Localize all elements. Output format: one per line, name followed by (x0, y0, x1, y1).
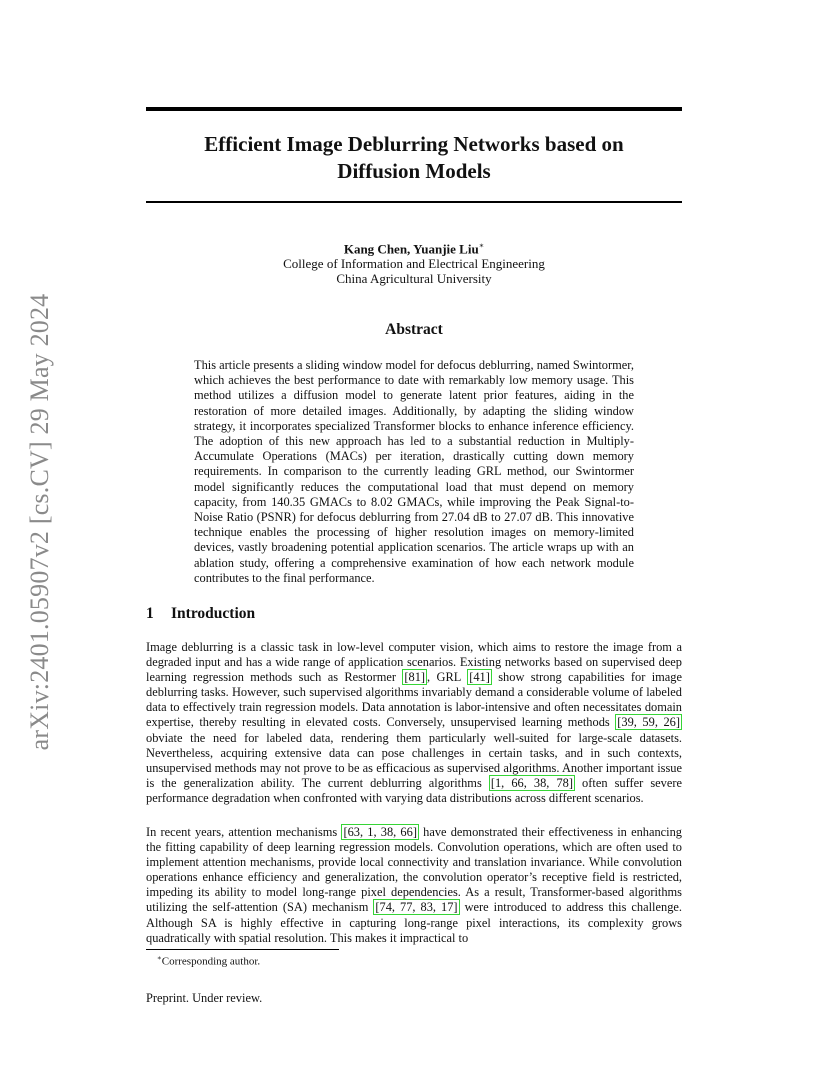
citation-link[interactable]: [39, 59, 26] (617, 715, 680, 730)
title-line-1: Efficient Image Deblurring Networks based on (204, 132, 624, 156)
footnote-text: Corresponding author. (161, 955, 261, 968)
author-block (146, 238, 682, 286)
author-names: Kang Chen, Yuanjie Liu (343, 241, 479, 257)
preprint-note: Preprint. Under review. (146, 991, 263, 1005)
citation-link[interactable]: [1, 66, 38, 78] (490, 775, 573, 790)
intro-paragraph-1 (146, 640, 682, 806)
citation-link[interactable]: [81] (404, 670, 426, 685)
abstract-heading: Abstract (385, 321, 443, 338)
affiliation-line-1: College of Information and Electrical Engineering (283, 256, 545, 272)
intro-paragraph-2 (146, 825, 682, 946)
section-heading (146, 605, 255, 623)
footnote-mark: ∗ (157, 954, 162, 962)
paragraph-text: , GRL (427, 670, 468, 685)
citation-link[interactable]: [41] (469, 670, 490, 685)
paragraph-text: obviate the need for labeled data, rendering them particularly well-suited for large-scale datasets. Nevertheless, acquiring extensive data can pose challenges in certain tasks, and in such contexts, unsupervised methods may not prove to be as efficacious as supervised algorithms. Another important issue is the generalization ability. The current deblurring algorithms (146, 730, 682, 790)
citation-link[interactable]: [63, 1, 38, 66] (343, 825, 417, 839)
title-line-2: Diffusion Models (337, 159, 491, 183)
title-bottom-rule (146, 201, 682, 203)
section-title: Introduction (171, 605, 256, 622)
section-number: 1 (146, 605, 154, 622)
paragraph-text: often suffer severe performance degradation when confronted with varying data distributions across different scenarios. (146, 775, 682, 805)
paragraph-text: were introduced to address this challenge. Although SA is highly effective in capturing long-range pixel interactions, its complexity grows quadratically with spatial resolution. This makes it impractical to (146, 900, 682, 945)
paragraph-text: have demonstrated their effectiveness in enhancing the fitting capability of deep learning regression models. Convolution operations, which are often used to implement attention mechanisms, provide local connectivity and translation invariance. While convolution operations enhance efficiency and generalization, the convolution operator’s receptive field is restricted, impeding its ability to model long-range pixel dependencies. As a result, Transformer-based algorithms utilizing the self-attention (SA) mechanism (146, 825, 682, 915)
citation-link[interactable]: [74, 77, 83, 17] (375, 900, 458, 915)
paragraph-text: show strong capabilities for image deblurring tasks. However, such supervised algorithms invariably demand a considerable volume of labeled data to effectively train regression models. Data annotation is labor-intensive and often necessitates domain expertise, thereby resulting in elevated costs. Conversely, unsupervised learning methods (146, 670, 682, 730)
arxiv-identifier: arXiv:2401.05907v2 [cs.CV] 29 May 2024 (25, 293, 54, 751)
affiliation-line-2: China Agricultural University (336, 271, 492, 287)
abstract-text: This article presents a sliding window model for defocus deblurring, named Swintormer, which achieves the best performance to date with remarkably low memory usage. This method utilizes a diffusion model to generate latent prior features, aiding in the restoration of more detailed images. Additionally, by adapting the sliding window strategy, it incorporates specialized Transformer blocks to enhance inference efficiency. The adoption of this new approach has led to a substantial reduction in Multiply-Accumulate Operations (MACs) per iteration, drastically cutting down memory requirements. In comparison to the currently leading GRL method, our Swintormer model significantly reduces the computational load that must depend on memory capacity, from 140.35 GMACs to 8.02 GMACs, while improving the Peak Signal-to-Noise Ratio (PSNR) for defocus deblurring from 27.04 dB to 27.07 dB. This innovative technique enables the processing of higher resolution images on memory-limited devices, vastly broadening potential application scenarios. The article wraps up with an ablation study, offering a comprehensive examination of how each network module contributes to the final performance. (194, 358, 634, 585)
corresponding-author-mark: ∗ (478, 241, 485, 250)
title-top-rule (146, 107, 682, 111)
footnote (157, 952, 260, 969)
paragraph-text: In recent years, attention mechanisms (146, 825, 342, 839)
paragraph-text: Image deblurring is a classic task in low-level computer vision, which aims to restore the image from a degraded input and has a wide range of application scenarios. Existing networks based on supervised deep learning regression methods such as Restormer (146, 640, 682, 685)
paper-title (146, 131, 682, 185)
footnote-rule (146, 949, 339, 950)
